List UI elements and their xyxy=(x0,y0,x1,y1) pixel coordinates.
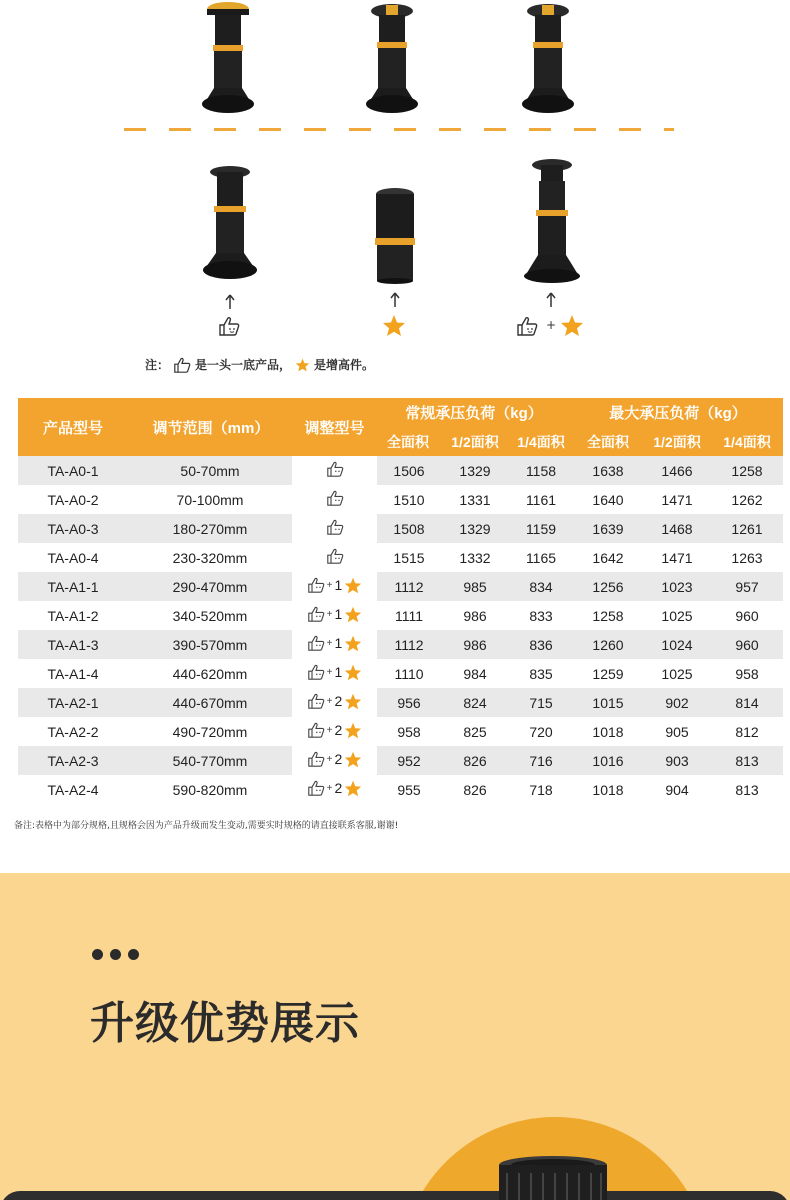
cell-max-half: 904 xyxy=(643,775,711,804)
cell-normal-quarter: 720 xyxy=(509,717,573,746)
cell-range: 230-320mm xyxy=(128,543,294,572)
cell-range: 440-670mm xyxy=(128,688,294,717)
plus-sign: + xyxy=(326,695,333,707)
cell-max-half: 1471 xyxy=(643,543,711,572)
cell-model: TA-A2-4 xyxy=(18,775,128,804)
table-row xyxy=(18,485,783,514)
extension-count: 2 xyxy=(334,722,343,739)
cell-range: 50-70mm xyxy=(128,456,294,485)
cell-max-full: 1260 xyxy=(573,630,643,659)
cell-range: 290-470mm xyxy=(128,572,294,601)
cell-normal-full: 955 xyxy=(375,775,441,804)
table-row xyxy=(18,514,783,543)
cell-range: 440-620mm xyxy=(128,659,294,688)
cell-adjust xyxy=(294,485,375,514)
cell-normal-full: 1508 xyxy=(375,514,441,543)
cell-adjust xyxy=(294,514,375,543)
thumbs-up-icon xyxy=(326,548,344,564)
legend-note xyxy=(145,356,374,373)
cell-normal-half: 826 xyxy=(441,775,509,804)
cell-normal-full: 1112 xyxy=(375,630,441,659)
cell-adjust xyxy=(294,543,375,572)
cell-max-quarter: 960 xyxy=(711,601,783,630)
cell-normal-half: 825 xyxy=(441,717,509,746)
cell-max-quarter: 957 xyxy=(711,572,783,601)
pedestal-image-3 xyxy=(516,0,580,118)
header-normal-load: 常规承压负荷（kg） xyxy=(375,398,573,427)
thumbs-up-icon xyxy=(307,664,325,680)
cell-max-quarter: 1262 xyxy=(711,485,783,514)
header-max-load: 最大承压负荷（kg） xyxy=(573,398,783,427)
header-half-area: 1/2面积 xyxy=(441,427,509,456)
cell-model: TA-A0-4 xyxy=(18,543,128,572)
cell-normal-half: 986 xyxy=(441,601,509,630)
star-icon xyxy=(382,314,406,337)
header-range: 调节范围（mm） xyxy=(128,398,294,456)
table-row xyxy=(18,688,783,717)
cell-model: TA-A0-2 xyxy=(18,485,128,514)
table-row xyxy=(18,775,783,804)
cell-normal-full: 1111 xyxy=(375,601,441,630)
cell-normal-full: 958 xyxy=(375,717,441,746)
cell-max-full: 1018 xyxy=(573,717,643,746)
section-title: 升级优势展示 xyxy=(90,998,360,1049)
cell-adjust xyxy=(294,456,375,485)
cell-normal-half: 986 xyxy=(441,630,509,659)
cell-max-full: 1639 xyxy=(573,514,643,543)
threaded-nut-image xyxy=(497,1155,609,1200)
plus-sign: + xyxy=(326,724,333,736)
cell-normal-quarter: 1161 xyxy=(509,485,573,514)
cell-normal-half: 824 xyxy=(441,688,509,717)
thumbs-up-icon xyxy=(218,316,240,336)
cell-model: TA-A2-2 xyxy=(18,717,128,746)
cell-max-quarter: 814 xyxy=(711,688,783,717)
note-text-extension: 是增高件。 xyxy=(314,358,375,372)
cell-normal-full: 1510 xyxy=(375,485,441,514)
cell-normal-full: 1506 xyxy=(375,456,441,485)
cell-max-full: 1259 xyxy=(573,659,643,688)
header-full-area-max: 全面积 xyxy=(573,427,643,456)
cell-model: TA-A1-2 xyxy=(18,601,128,630)
cell-normal-quarter: 1158 xyxy=(509,456,573,485)
dashed-divider xyxy=(124,128,674,131)
extension-count: 2 xyxy=(334,751,343,768)
table-row xyxy=(18,659,783,688)
spec-table xyxy=(18,398,783,804)
table-footnote: 备注:表格中为部分规格,且规格会因为产品升级而发生变动,需要实时规格的请直接联系客服,谢谢! xyxy=(14,821,399,831)
cell-model: TA-A2-1 xyxy=(18,688,128,717)
extension-count: 2 xyxy=(334,780,343,797)
header-quarter-area-max: 1/4面积 xyxy=(711,427,783,456)
arrow-up-icon xyxy=(389,292,401,308)
cell-max-half: 1024 xyxy=(643,630,711,659)
cell-max-half: 1025 xyxy=(643,601,711,630)
cell-max-quarter: 813 xyxy=(711,775,783,804)
cell-model: TA-A1-3 xyxy=(18,630,128,659)
pedestal-image-1 xyxy=(196,0,260,118)
cell-max-half: 1471 xyxy=(643,485,711,514)
cell-max-half: 1466 xyxy=(643,456,711,485)
cell-normal-quarter: 1159 xyxy=(509,514,573,543)
cell-adjust xyxy=(294,659,375,688)
cell-max-half: 1468 xyxy=(643,514,711,543)
cell-normal-quarter: 716 xyxy=(509,746,573,775)
cell-range: 70-100mm xyxy=(128,485,294,514)
cell-max-full: 1642 xyxy=(573,543,643,572)
thumbs-up-icon xyxy=(516,316,538,336)
header-full-area: 全面积 xyxy=(375,427,441,456)
star-icon xyxy=(344,664,362,681)
extension-count: 1 xyxy=(334,664,343,681)
thumbs-up-icon xyxy=(307,693,325,709)
star-icon xyxy=(560,314,584,337)
cell-normal-half: 1329 xyxy=(441,456,509,485)
table-row xyxy=(18,630,783,659)
header-quarter-area: 1/4面积 xyxy=(509,427,573,456)
table-row xyxy=(18,717,783,746)
decorative-bar xyxy=(0,1191,790,1200)
header-half-area-max: 1/2面积 xyxy=(643,427,711,456)
cell-normal-half: 1329 xyxy=(441,514,509,543)
header-model: 产品型号 xyxy=(18,398,128,456)
cell-max-quarter: 958 xyxy=(711,659,783,688)
arrow-up-icon xyxy=(224,294,236,310)
cell-normal-half: 1332 xyxy=(441,543,509,572)
cell-range: 590-820mm xyxy=(128,775,294,804)
extension-count: 1 xyxy=(334,577,343,594)
table-row xyxy=(18,572,783,601)
cell-max-quarter: 1258 xyxy=(711,456,783,485)
note-text-base: 是一头一底产品， xyxy=(195,358,292,372)
extension-count: 1 xyxy=(334,635,343,652)
cell-range: 180-270mm xyxy=(128,514,294,543)
cell-adjust xyxy=(294,688,375,717)
plus-sign: + xyxy=(326,666,333,678)
star-icon xyxy=(344,722,362,739)
decorative-dots xyxy=(92,949,139,960)
cell-normal-half: 826 xyxy=(441,746,509,775)
cell-max-full: 1256 xyxy=(573,572,643,601)
cell-range: 340-520mm xyxy=(128,601,294,630)
cell-max-full: 1016 xyxy=(573,746,643,775)
cell-max-quarter: 1261 xyxy=(711,514,783,543)
cell-max-full: 1640 xyxy=(573,485,643,514)
cell-max-quarter: 1263 xyxy=(711,543,783,572)
cell-range: 390-570mm xyxy=(128,630,294,659)
star-icon xyxy=(295,358,310,372)
table-row xyxy=(18,601,783,630)
thumbs-up-icon xyxy=(326,519,344,535)
thumbs-up-icon xyxy=(307,780,325,796)
cell-max-quarter: 812 xyxy=(711,717,783,746)
cell-normal-full: 956 xyxy=(375,688,441,717)
cell-range: 490-720mm xyxy=(128,717,294,746)
cell-max-full: 1015 xyxy=(573,688,643,717)
cell-normal-full: 1110 xyxy=(375,659,441,688)
table-row xyxy=(18,456,783,485)
star-icon xyxy=(344,577,362,594)
pedestal-with-extension-image xyxy=(520,156,584,286)
plus-sign: + xyxy=(326,637,333,649)
note-prefix: 注： xyxy=(145,358,170,372)
arrow-up-icon xyxy=(545,292,557,308)
cell-normal-quarter: 718 xyxy=(509,775,573,804)
star-icon xyxy=(344,635,362,652)
cell-normal-quarter: 1165 xyxy=(509,543,573,572)
thumbs-up-icon xyxy=(307,577,325,593)
thumbs-up-icon xyxy=(307,606,325,622)
cell-normal-half: 1331 xyxy=(441,485,509,514)
spec-table-body xyxy=(18,456,783,804)
cell-max-half: 902 xyxy=(643,688,711,717)
table-row xyxy=(18,746,783,775)
cell-max-half: 1025 xyxy=(643,659,711,688)
thumbs-up-icon xyxy=(173,357,191,373)
star-icon xyxy=(344,780,362,797)
cell-max-quarter: 960 xyxy=(711,630,783,659)
thumbs-up-icon xyxy=(307,722,325,738)
cell-normal-half: 985 xyxy=(441,572,509,601)
thumbs-up-icon xyxy=(307,751,325,767)
header-adjust: 调整型号 xyxy=(294,398,375,456)
cell-normal-quarter: 833 xyxy=(509,601,573,630)
plus-sign: + xyxy=(326,782,333,794)
cell-model: TA-A1-1 xyxy=(18,572,128,601)
extension-count: 2 xyxy=(334,693,343,710)
star-icon xyxy=(344,606,362,623)
cell-model: TA-A2-3 xyxy=(18,746,128,775)
cell-normal-quarter: 715 xyxy=(509,688,573,717)
cell-max-half: 1023 xyxy=(643,572,711,601)
cell-max-half: 903 xyxy=(643,746,711,775)
cell-normal-quarter: 835 xyxy=(509,659,573,688)
cell-model: TA-A0-3 xyxy=(18,514,128,543)
cell-adjust xyxy=(294,746,375,775)
table-row xyxy=(18,543,783,572)
cell-adjust xyxy=(294,572,375,601)
pedestal-base-image xyxy=(198,160,262,284)
cell-normal-quarter: 834 xyxy=(509,572,573,601)
thumbs-up-icon xyxy=(326,461,344,477)
cell-model: TA-A0-1 xyxy=(18,456,128,485)
cell-max-quarter: 813 xyxy=(711,746,783,775)
cell-adjust xyxy=(294,717,375,746)
plus-sign: + xyxy=(326,608,333,620)
plus-sign: + xyxy=(326,579,333,591)
cell-adjust xyxy=(294,630,375,659)
cell-adjust xyxy=(294,601,375,630)
extension-piece-image xyxy=(370,186,420,284)
cell-range: 540-770mm xyxy=(128,746,294,775)
cell-normal-quarter: 836 xyxy=(509,630,573,659)
cell-normal-half: 984 xyxy=(441,659,509,688)
thumbs-up-icon xyxy=(326,490,344,506)
star-icon xyxy=(344,693,362,710)
cell-model: TA-A1-4 xyxy=(18,659,128,688)
cell-max-full: 1258 xyxy=(573,601,643,630)
thumbs-up-icon xyxy=(307,635,325,651)
cell-max-full: 1638 xyxy=(573,456,643,485)
extension-count: 1 xyxy=(334,606,343,623)
cell-normal-full: 1515 xyxy=(375,543,441,572)
cell-adjust xyxy=(294,775,375,804)
cell-max-half: 905 xyxy=(643,717,711,746)
cell-max-full: 1018 xyxy=(573,775,643,804)
star-icon xyxy=(344,751,362,768)
pedestal-image-2 xyxy=(360,0,424,118)
cell-normal-full: 1112 xyxy=(375,572,441,601)
plus-sign: + xyxy=(326,753,333,765)
upgrade-section xyxy=(0,873,790,1200)
cell-normal-full: 952 xyxy=(375,746,441,775)
legend-plus: + xyxy=(546,318,557,332)
